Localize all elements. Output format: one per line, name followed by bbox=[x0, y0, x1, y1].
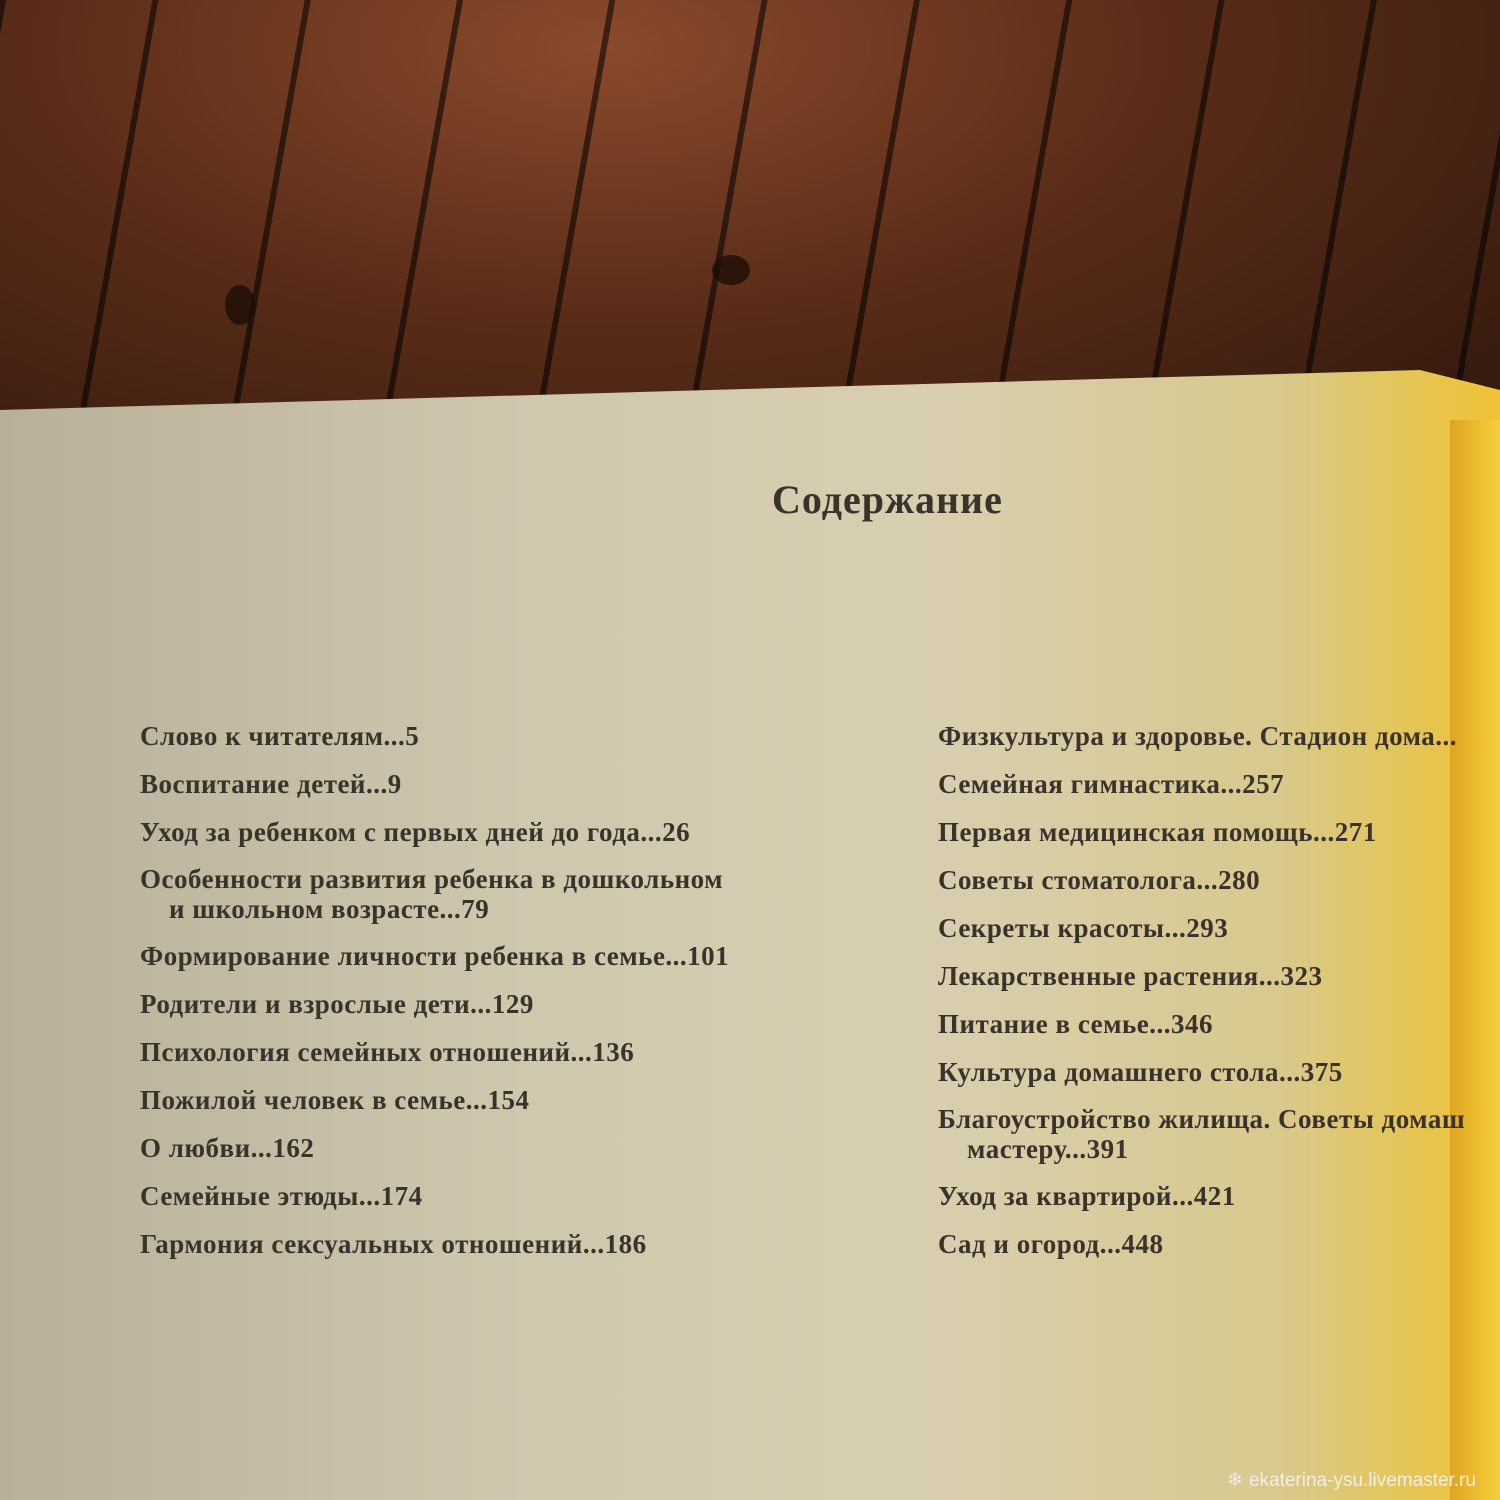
snowflake-icon: ❄ bbox=[1227, 1470, 1243, 1491]
toc-entry: Психология семейных отношений...136 bbox=[140, 1037, 635, 1067]
toc-entry: Лекарственные растения...323 bbox=[938, 961, 1323, 991]
toc-entry: Воспитание детей...9 bbox=[140, 769, 402, 799]
toc-entry: Первая медицинская помощь...271 bbox=[938, 817, 1377, 847]
toc-entry: Уход за ребенком с первых дней до года...26 bbox=[140, 817, 691, 847]
page-title: Содержание bbox=[772, 477, 1003, 522]
toc-entry: Гармония сексуальных отношений...186 bbox=[140, 1229, 647, 1259]
toc-entry: Семейные этюды...174 bbox=[140, 1181, 423, 1211]
toc-entry: Физкультура и здоровье. Стадион дома... bbox=[938, 721, 1458, 751]
toc-entry: Формирование личности ребенка в семье...101 bbox=[140, 941, 730, 971]
toc-entry: Культура домашнего стола...375 bbox=[938, 1057, 1343, 1087]
watermark bbox=[1227, 1469, 1476, 1492]
wood-knot bbox=[225, 285, 255, 325]
toc-entry: Благоустройство жилища. Советы домаш мастеру...391 bbox=[938, 1104, 1466, 1164]
toc-entry: Советы стоматолога...280 bbox=[938, 865, 1261, 895]
toc-entry: Пожилой человек в семье...154 bbox=[140, 1085, 530, 1115]
wood-knot bbox=[712, 255, 750, 285]
toc-entry: Семейная гимнастика...257 bbox=[938, 769, 1285, 799]
toc-right-column bbox=[938, 720, 1465, 1276]
toc-left-column bbox=[140, 720, 729, 1276]
toc-entry: Родители и взрослые дети...129 bbox=[140, 989, 534, 1019]
toc-entry: Уход за квартирой...421 bbox=[938, 1181, 1236, 1211]
watermark-text: ekaterina-ysu.livemaster.ru bbox=[1248, 1470, 1476, 1491]
toc-entry: Слово к читателям...5 bbox=[140, 721, 420, 751]
toc-entry: Сад и огород...448 bbox=[938, 1229, 1164, 1259]
toc-entry: О любви...162 bbox=[140, 1133, 315, 1163]
toc-entry: Особенности развития ребенка в дошкольном и школьном возрасте...79 bbox=[140, 864, 724, 924]
toc-entry: Питание в семье...346 bbox=[938, 1009, 1214, 1039]
toc-entry: Секреты красоты...293 bbox=[938, 913, 1229, 943]
